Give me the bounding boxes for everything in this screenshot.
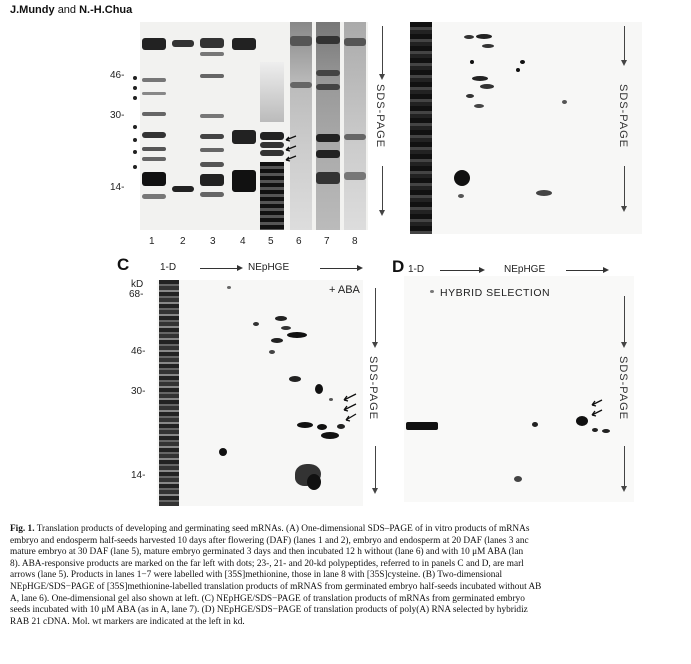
first-dimension-label: 1-D bbox=[160, 262, 177, 273]
mw-marker-46: 46- bbox=[110, 70, 125, 81]
aba-responsive-dot bbox=[133, 96, 137, 100]
axis-arrow-head bbox=[621, 486, 627, 492]
aba-responsive-dot bbox=[133, 150, 137, 154]
mw-marker-68: 68- bbox=[129, 289, 144, 300]
arrow-21kd bbox=[286, 146, 296, 151]
second-dimension-label: NEpHGE bbox=[504, 264, 546, 275]
gel-image-c bbox=[157, 280, 363, 506]
gel-image-b bbox=[410, 22, 642, 234]
axis-arrow-line bbox=[624, 26, 625, 62]
one-d-lane bbox=[159, 280, 179, 506]
spot-arrows-c bbox=[336, 392, 358, 422]
caption-line: RAB 21 cDNA. Mol. wt markers are indicated at the left in kd. bbox=[10, 616, 245, 627]
author-line bbox=[10, 4, 132, 16]
caption-line: A, lane 6). One-dimensional gel also shown at left. (C) NEpHGE/SDS−PAGE of translation products of mRNAs from germinated embryo bbox=[10, 593, 525, 604]
condition-label-hybrid: HYBRID SELECTION bbox=[440, 287, 551, 299]
direction-arrow-head bbox=[479, 267, 485, 273]
axis-arrow-line bbox=[382, 166, 383, 212]
axis-arrow-line bbox=[624, 296, 625, 344]
sds-page-label-d: SDS-PAGE bbox=[617, 356, 629, 421]
gel-image-d bbox=[404, 276, 634, 502]
caption-line: 8). ABA-responsive products are marked on the far left with dots; 23-, 21- and 20-kd polypeptides, referred to in panels C and D, are marl bbox=[10, 558, 524, 569]
axis-arrow-head bbox=[379, 210, 385, 216]
arrow-21kd bbox=[592, 410, 602, 416]
axis-arrow-line bbox=[624, 446, 625, 488]
caption-line: arrows (lane 5). Products in lanes 1−7 were labelled with [35S]methionine, those in lane 8 with [35S]cysteine. (B) Two-dimensional bbox=[10, 570, 503, 581]
lane-label-4: 4 bbox=[240, 236, 246, 247]
one-d-band bbox=[406, 422, 438, 430]
sds-page-label-c: SDS-PAGE bbox=[367, 356, 379, 421]
gel-lane bbox=[232, 22, 256, 230]
axis-arrow-head bbox=[372, 342, 378, 348]
second-dimension-label: NEpHGE bbox=[248, 262, 290, 273]
first-dimension-label: 1-D bbox=[408, 264, 425, 275]
caption-line bbox=[10, 524, 682, 536]
axis-arrow-line bbox=[624, 166, 625, 208]
gel-lane bbox=[142, 22, 166, 230]
one-d-lane bbox=[410, 22, 432, 234]
arrow-23kd bbox=[344, 394, 356, 401]
sds-page-label-b: SDS-PAGE bbox=[617, 84, 629, 149]
direction-arrow-line bbox=[320, 268, 358, 269]
caption-line: embryo and endosperm half-seeds harvested 10 days after flowering (DAF) (lanes 1 and 2), embryo and endosperm at 20 DAF (lanes 3 anc bbox=[10, 535, 529, 546]
panel-letter-d: D bbox=[392, 257, 405, 276]
figure-caption bbox=[10, 524, 682, 628]
arrow-20kd bbox=[286, 156, 296, 161]
axis-arrow-line bbox=[375, 446, 376, 490]
direction-arrow-head bbox=[357, 265, 363, 271]
direction-arrow-line bbox=[440, 270, 480, 271]
gel-lane bbox=[344, 22, 366, 230]
aba-responsive-dot bbox=[133, 125, 137, 129]
axis-arrow-line bbox=[382, 26, 383, 76]
spot-arrows-d bbox=[584, 398, 604, 422]
lane-label-3: 3 bbox=[210, 236, 216, 247]
axis-arrow-head bbox=[379, 74, 385, 80]
gel-lane bbox=[290, 22, 312, 230]
lane-label-1: 1 bbox=[149, 236, 155, 247]
gel-lane bbox=[316, 22, 340, 230]
lane-label-7: 7 bbox=[324, 236, 330, 247]
gel-image-a bbox=[140, 22, 368, 230]
kd-unit-label: kD bbox=[131, 279, 144, 290]
direction-arrow-head bbox=[603, 267, 609, 273]
caption-text: Translation products of developing and germinating seed mRNAs. (A) One-dimensional SDS–PAGE of in vitro products of mRNAs bbox=[36, 524, 530, 534]
figure-label: Fig. 1. bbox=[10, 524, 35, 534]
sds-page-label-a: SDS-PAGE bbox=[374, 84, 386, 149]
panel-letter-c: C bbox=[117, 255, 130, 274]
axis-arrow-head bbox=[621, 60, 627, 66]
axis-arrow-head bbox=[621, 342, 627, 348]
caption-line: mature embryo at 30 DAF (lane 5), mature embryo germinated 3 days and then incubated 12 h without (lane 6) and with 10 μM ABA (lan bbox=[10, 547, 524, 558]
lane-label-8: 8 bbox=[352, 236, 358, 247]
direction-arrow-head bbox=[237, 265, 243, 271]
mw-marker-30: 30- bbox=[131, 386, 146, 397]
mw-marker-14: 14- bbox=[131, 470, 146, 481]
aba-responsive-dot bbox=[133, 76, 137, 80]
author-first: J.Mundy bbox=[10, 4, 55, 16]
lane-label-6: 6 bbox=[296, 236, 302, 247]
gel-lane bbox=[172, 22, 194, 230]
caption-line: seeds incubated with 10 μM ABA (as in A, lane 7). (D) NEpHGE/SDS−PAGE of translation products of poly(A) RNA selected by hybridiz bbox=[10, 605, 528, 616]
aba-responsive-dot bbox=[133, 86, 137, 90]
gel-lane bbox=[200, 22, 224, 230]
direction-arrow-line bbox=[566, 270, 604, 271]
lane-label-5: 5 bbox=[268, 236, 274, 247]
arrow-20kd bbox=[346, 414, 356, 421]
axis-arrow-head bbox=[372, 488, 378, 494]
gel-lane bbox=[260, 22, 284, 230]
arrow-21kd bbox=[344, 404, 356, 411]
author-second: N.-H.Chua bbox=[79, 4, 133, 16]
mw-marker-14: 14- bbox=[110, 182, 125, 193]
aba-responsive-dot bbox=[133, 165, 137, 169]
mw-marker-46: 46- bbox=[131, 346, 146, 357]
arrow-23kd bbox=[592, 400, 602, 406]
axis-arrow-line bbox=[375, 288, 376, 344]
lane-label-2: 2 bbox=[180, 236, 186, 247]
arrow-23kd bbox=[286, 136, 296, 141]
lane5-arrows bbox=[280, 134, 298, 164]
axis-arrow-head bbox=[621, 206, 627, 212]
caption-line: NEpHGE/SDS−PAGE of [35S]methionine-labelled translation products of mRNAS from germinated embryo half-seeds incubated without AB bbox=[10, 581, 542, 592]
mw-marker-30: 30- bbox=[110, 110, 125, 121]
direction-arrow-line bbox=[200, 268, 238, 269]
author-conjunction: and bbox=[57, 4, 77, 16]
condition-label-aba: + ABA bbox=[329, 284, 360, 296]
aba-responsive-dot bbox=[133, 138, 137, 142]
